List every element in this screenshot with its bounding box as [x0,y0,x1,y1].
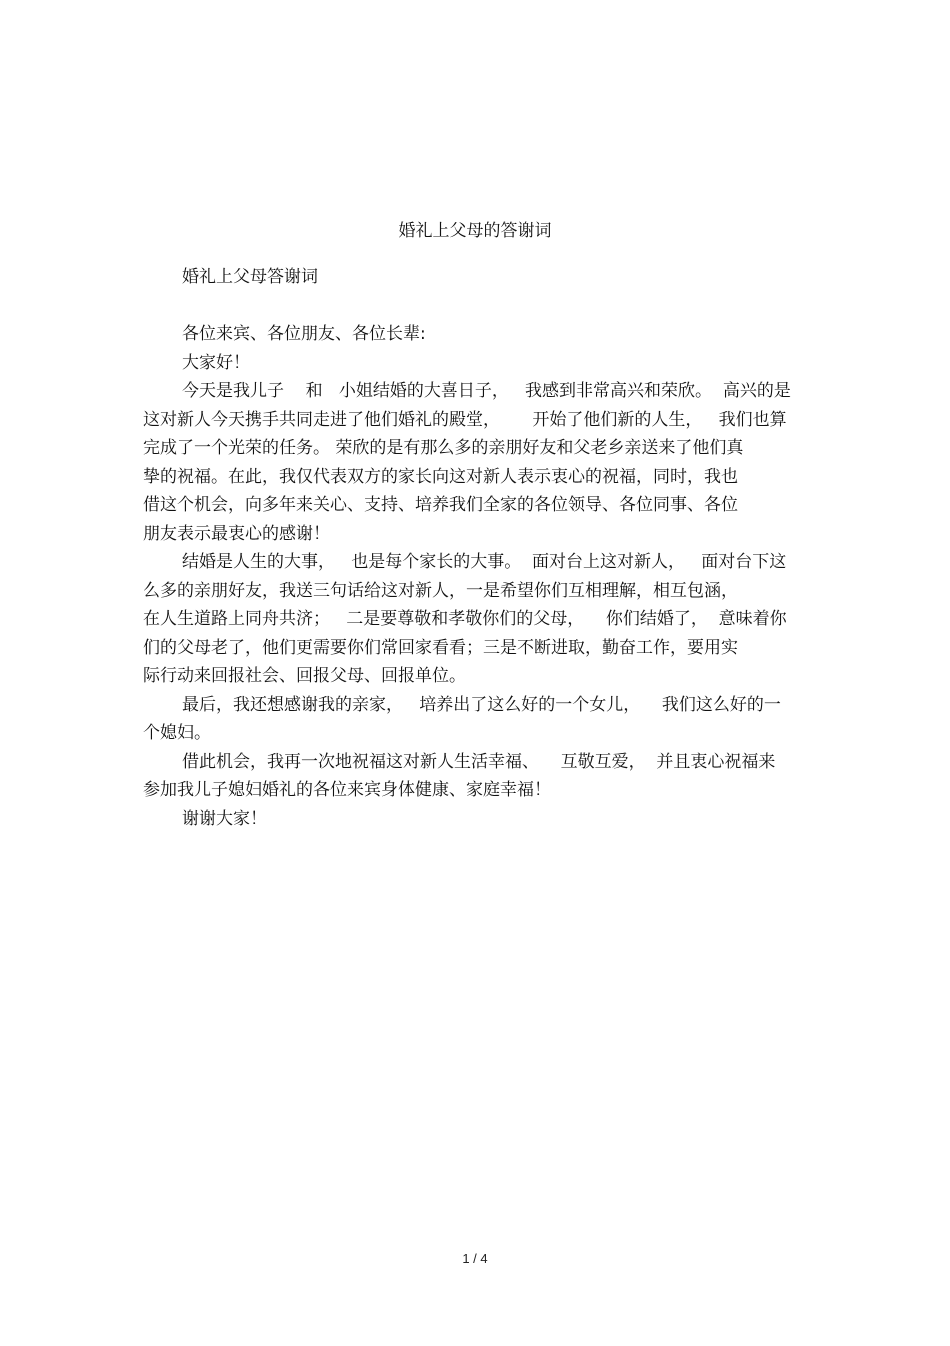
paragraph-line: 参加我儿子媳妇婚礼的各位来宾身体健康、家庭幸福！ [143,780,551,800]
paragraph-line: 际行动来回报社会、回报父母、回报单位。 [143,666,466,686]
paragraph-line: 今天是我儿子 和 小姐结婚的大喜日子， 我感到非常高兴和荣欣。 高兴的是 [182,381,791,401]
paragraph-line: 么多的亲朋好友，我送三句话给这对新人，一是希望你们互相理解，相互包涵， [143,580,738,601]
paragraph-line: 个媳妇。 [143,723,211,743]
document-title: 婚礼上父母的答谢词 [398,221,552,241]
paragraph-line: 这对新人今天携手共同走进了他们婚礼的殿堂， 开始了他们新的人生， 我们也算 [143,409,787,430]
document-body [143,320,803,833]
closing-line: 谢谢大家！ [182,808,267,829]
salutation-line: 各位来宾、各位朋友、各位长辈: [182,324,426,344]
page-number: 1 / 4 [462,1251,488,1266]
paragraph-line: 挚的祝福。在此，我仅代表双方的家长向这对新人表示衷心的祝福，同时，我也 [143,466,738,487]
greeting-line: 大家好！ [182,352,250,373]
paragraph-line: 们的父母老了，他们更需要你们常回家看看；三是不断进取，勤奋工作，要用实 [143,637,738,658]
paragraph-line: 最后，我还想感谢我的亲家， 培养出了这么好的一个女儿， 我们这么好的一 [182,694,781,715]
paragraph-line: 借这个机会，向多年来关心、支持、培养我们全家的各位领导、各位同事、各位 [143,495,738,515]
paragraph-line: 借此机会，我再一次地祝福这对新人生活幸福、 互敬互爱， 并且衷心祝福来 [182,751,776,772]
paragraph-line: 结婚是人生的大事， 也是每个家长的大事。 面对台上这对新人， 面对台下这 [182,552,787,572]
paragraph-line: 朋友表示最衷心的感谢！ [143,523,330,544]
document-subtitle: 婚礼上父母答谢词 [182,267,318,287]
paragraph-line: 完成了一个光荣的任务。 荣欣的是有那么多的亲朋好友和父老乡亲送来了他们真 [143,438,744,458]
paragraph-line: 在人生道路上同舟共济； 二是要尊敬和孝敬你们的父母， 你们结婚了， 意味着你 [143,609,787,629]
